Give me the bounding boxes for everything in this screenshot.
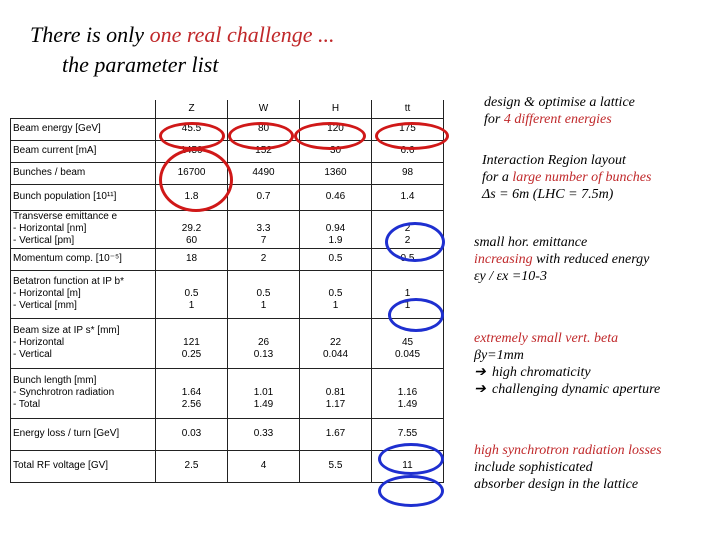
cell-value: 0.33 xyxy=(253,428,274,439)
cell-value: 152 xyxy=(255,145,272,156)
cell-value: 1.49 xyxy=(397,399,418,410)
cell-spacer xyxy=(158,276,225,288)
row-label-line: Energy loss / turn [GeV] xyxy=(13,428,120,439)
cell-spacer xyxy=(230,325,297,337)
table-cell xyxy=(372,418,444,450)
cell-value: 16700 xyxy=(177,167,206,178)
table-cell xyxy=(156,162,228,184)
row-label-line: Bunch length [mm] xyxy=(13,375,97,386)
cell-value: 1.17 xyxy=(325,399,346,410)
cell-spacer xyxy=(158,211,225,223)
row-label-line: - Horizontal [m] xyxy=(13,288,81,299)
table-row xyxy=(11,368,444,418)
row-label-line: Betatron function at IP b* xyxy=(13,276,125,287)
row-label xyxy=(11,368,156,418)
table-row xyxy=(11,210,444,248)
cell-value: 1.8 xyxy=(184,191,199,202)
cell-value: 1360 xyxy=(324,167,347,178)
table-cell xyxy=(228,162,300,184)
cell-value: 0.5 xyxy=(328,253,343,264)
cell-value: 30 xyxy=(329,145,342,156)
column-header: H xyxy=(300,100,372,118)
cell-spacer xyxy=(302,211,369,223)
cell-value: 18 xyxy=(185,253,198,264)
note-vertical-beta: extremely small vert. beta βy=1mm ➔ high chromaticity ➔ challenging dynamic aperture xyxy=(474,331,661,397)
row-label-line: Bunch population [10¹¹] xyxy=(13,191,117,202)
table-cell xyxy=(156,418,228,450)
note-synchrotron-losses: high synchrotron radiation losses include sophisticated absorber design in the lattice xyxy=(474,443,662,492)
table-cell xyxy=(300,184,372,210)
table-row xyxy=(11,248,444,270)
row-label xyxy=(11,162,156,184)
column-header: tt xyxy=(372,100,444,118)
table-row xyxy=(11,118,444,140)
table-cell xyxy=(228,318,300,368)
row-label-line: Momentum comp. [10⁻⁵] xyxy=(13,253,122,264)
table-cell xyxy=(300,270,372,318)
row-label-line: - Vertical [mm] xyxy=(13,300,77,311)
cell-value: 2 xyxy=(260,253,267,264)
cell-value: 0.5 xyxy=(400,253,415,264)
cell-value: 0.5 xyxy=(256,288,271,299)
table-cell xyxy=(228,184,300,210)
cell-spacer xyxy=(230,375,297,387)
table-row xyxy=(11,162,444,184)
row-label xyxy=(11,450,156,482)
cell-value: 1450 xyxy=(180,145,203,156)
cell-spacer xyxy=(230,276,297,288)
row-label-line: Beam current [mA] xyxy=(13,145,97,156)
table-cell xyxy=(372,184,444,210)
table-cell xyxy=(156,270,228,318)
table-cell xyxy=(156,184,228,210)
table-cell xyxy=(300,140,372,162)
cell-value: 0.94 xyxy=(325,223,346,234)
row-label xyxy=(11,418,156,450)
table-cell xyxy=(372,248,444,270)
cell-value: 45.5 xyxy=(181,123,202,134)
cell-value: 1 xyxy=(188,300,195,311)
table-cell xyxy=(372,368,444,418)
cell-value: 0.044 xyxy=(322,349,349,360)
column-header: W xyxy=(228,100,300,118)
table-cell xyxy=(372,450,444,482)
cell-value: 98 xyxy=(401,167,414,178)
cell-value: 121 xyxy=(183,337,200,348)
cell-value: 80 xyxy=(257,123,270,134)
table-cell xyxy=(228,140,300,162)
cell-value: 22 xyxy=(329,337,342,348)
cell-spacer xyxy=(374,375,441,387)
table-row xyxy=(11,318,444,368)
table-cell xyxy=(300,162,372,184)
cell-spacer xyxy=(374,325,441,337)
table-cell xyxy=(300,450,372,482)
table-cell xyxy=(156,450,228,482)
row-label-line: Bunches / beam xyxy=(13,167,86,178)
table-cell xyxy=(228,118,300,140)
cell-value: 120 xyxy=(327,123,344,134)
cell-value: 1.4 xyxy=(400,191,415,202)
cell-value: 4 xyxy=(260,460,267,471)
cell-value: 7 xyxy=(260,235,267,246)
table-cell xyxy=(228,210,300,248)
table-cell xyxy=(156,210,228,248)
parameter-table xyxy=(10,100,444,483)
cell-value: 45 xyxy=(401,337,414,348)
cell-value: 26 xyxy=(257,337,270,348)
row-label xyxy=(11,140,156,162)
cell-value: 11 xyxy=(402,460,413,471)
table-cell xyxy=(300,368,372,418)
table-cell xyxy=(300,248,372,270)
cell-value: 7.55 xyxy=(397,428,418,439)
row-label-line: - Synchrotron radiation xyxy=(13,387,115,398)
table-cell xyxy=(300,318,372,368)
cell-value: 0.7 xyxy=(256,191,271,202)
cell-value: 0.5 xyxy=(184,288,199,299)
cell-value: 2 xyxy=(404,223,411,234)
cell-value: 0.045 xyxy=(394,349,421,360)
table-cell xyxy=(372,162,444,184)
cell-value: 1 xyxy=(260,300,267,311)
row-label-line: - Vertical xyxy=(13,349,52,360)
cell-value: 0.5 xyxy=(328,288,343,299)
cell-value: 5.5 xyxy=(328,460,343,471)
row-label-line: Total RF voltage [GV] xyxy=(13,460,109,471)
note-emittance: small hor. emittance increasing with reduced energy εy / εx =10-3 xyxy=(474,235,650,284)
table-cell xyxy=(156,318,228,368)
cell-value: 0.46 xyxy=(325,191,346,202)
table-cell xyxy=(228,450,300,482)
row-label xyxy=(11,318,156,368)
row-label xyxy=(11,210,156,248)
cell-value: 1 xyxy=(404,300,411,311)
cell-value: 60 xyxy=(185,235,198,246)
table-row xyxy=(11,270,444,318)
table-cell xyxy=(300,118,372,140)
table-cell xyxy=(156,118,228,140)
cell-value: 0.03 xyxy=(181,428,202,439)
table-row xyxy=(11,450,444,482)
cell-value: 29.2 xyxy=(181,223,202,234)
cell-value: 0.25 xyxy=(181,349,202,360)
table-cell xyxy=(372,270,444,318)
right-arrow-icon: ➔ xyxy=(474,365,486,380)
row-label-line: - Horizontal xyxy=(13,337,65,348)
table-row xyxy=(11,184,444,210)
title-highlight: one real challenge ... xyxy=(149,22,335,47)
cell-value: 2.56 xyxy=(181,399,202,410)
cell-value: 3.3 xyxy=(256,223,271,234)
row-label-line: Transverse emittance e xyxy=(13,211,118,222)
table-cell xyxy=(372,140,444,162)
table-cell xyxy=(372,118,444,140)
table-cell xyxy=(300,210,372,248)
cell-value: 1.16 xyxy=(397,387,418,398)
slide-title-line-1 xyxy=(30,22,334,48)
cell-value: 1 xyxy=(404,288,411,299)
cell-spacer xyxy=(374,211,441,223)
cell-value: 4490 xyxy=(252,167,275,178)
table-cell xyxy=(372,210,444,248)
row-label xyxy=(11,184,156,210)
table-cell xyxy=(156,140,228,162)
table-cell xyxy=(156,368,228,418)
cell-value: 1.49 xyxy=(253,399,274,410)
cell-value: 6.6 xyxy=(400,145,415,156)
row-label xyxy=(11,270,156,318)
cell-value: 2 xyxy=(404,235,411,246)
cell-spacer xyxy=(158,375,225,387)
cell-value: 0.81 xyxy=(325,387,346,398)
table-cell xyxy=(228,248,300,270)
table-cell xyxy=(228,368,300,418)
row-label-line: Beam energy [GeV] xyxy=(13,123,101,134)
table-cell xyxy=(372,318,444,368)
column-header: Z xyxy=(156,100,228,118)
cell-spacer xyxy=(374,276,441,288)
row-label-line: Beam size at IP s* [mm] xyxy=(13,325,120,336)
table-cell xyxy=(228,270,300,318)
row-label xyxy=(11,118,156,140)
table-row xyxy=(11,418,444,450)
cell-value: 1.64 xyxy=(181,387,202,398)
cell-value: 1.67 xyxy=(325,428,346,439)
row-label xyxy=(11,248,156,270)
table-row xyxy=(11,140,444,162)
table-cell xyxy=(156,248,228,270)
cell-spacer xyxy=(158,325,225,337)
slide-title-line-2: the parameter list xyxy=(62,52,219,77)
cell-value: 1.01 xyxy=(253,387,274,398)
cell-spacer xyxy=(230,211,297,223)
note-energies: design & optimise a lattice for 4 different energies xyxy=(484,95,635,127)
table-corner xyxy=(11,100,156,118)
row-label-line: - Horizontal [nm] xyxy=(13,223,87,234)
cell-value: 175 xyxy=(399,123,416,134)
row-label-line: - Total xyxy=(13,399,41,410)
cell-value: 1.9 xyxy=(328,235,343,246)
cell-spacer xyxy=(302,276,369,288)
cell-value: 2.5 xyxy=(184,460,199,471)
cell-spacer xyxy=(302,325,369,337)
row-label-line: - Vertical [pm] xyxy=(13,235,75,246)
right-arrow-icon: ➔ xyxy=(474,382,486,397)
cell-value: 0.13 xyxy=(253,349,274,360)
title-text: There is only xyxy=(30,22,150,47)
cell-value: 1 xyxy=(332,300,339,311)
note-interaction-region: Interaction Region layout for a large number of bunches Δs = 6m (LHC = 7.5m) xyxy=(482,153,652,202)
table-cell xyxy=(228,418,300,450)
table-cell xyxy=(300,418,372,450)
cell-spacer xyxy=(302,375,369,387)
